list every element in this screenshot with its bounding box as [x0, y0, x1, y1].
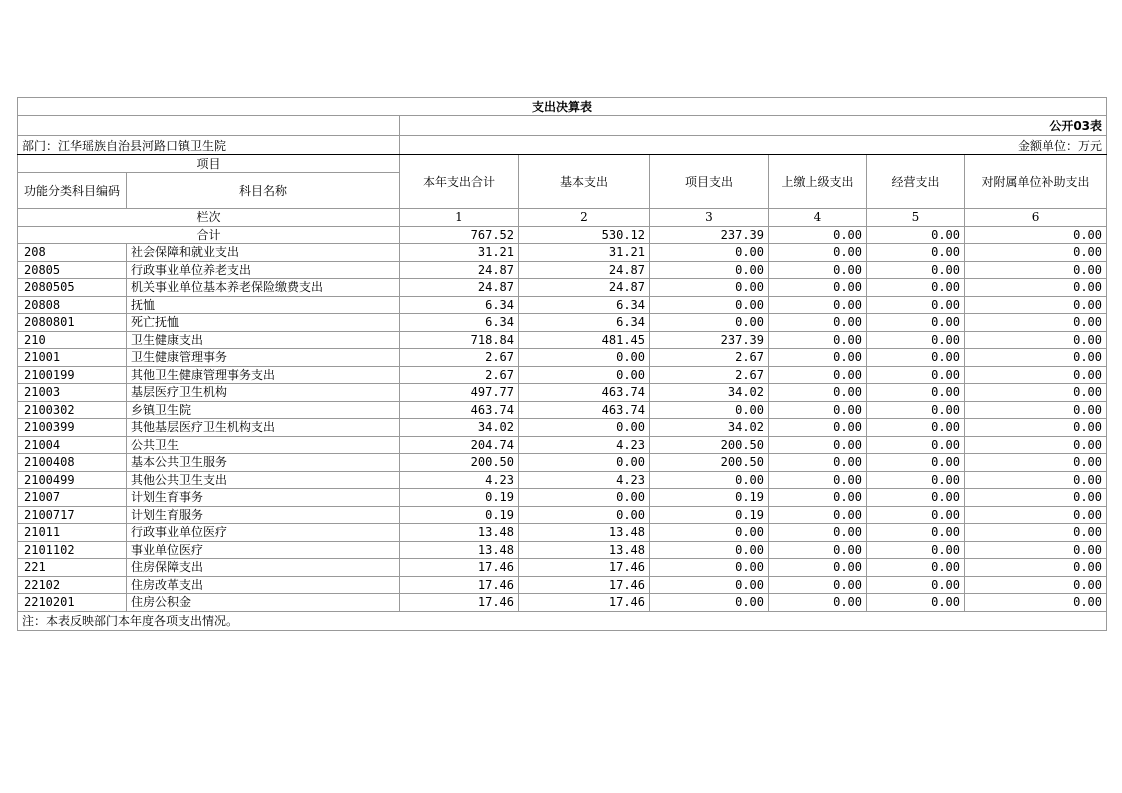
row-subject-name: 社会保障和就业支出 [127, 244, 400, 262]
row-project: 200.50 [650, 454, 769, 472]
table-code: 公开03表 [400, 116, 1107, 136]
row-operating: 0.00 [867, 524, 965, 542]
total-project: 237.39 [650, 226, 769, 244]
total-label: 合计 [18, 226, 400, 244]
row-project: 0.00 [650, 594, 769, 612]
row-total: 13.48 [400, 541, 519, 559]
row-subject-name: 事业单位医疗 [127, 541, 400, 559]
row-project: 0.00 [650, 559, 769, 577]
row-subject-name: 基层医疗卫生机构 [127, 384, 400, 402]
row-basic: 0.00 [519, 366, 650, 384]
row-operating: 0.00 [867, 454, 965, 472]
row-total: 24.87 [400, 279, 519, 297]
row-upper: 0.00 [769, 366, 867, 384]
table-row [18, 454, 1107, 472]
row-subsidy: 0.00 [965, 419, 1107, 437]
unit-label: 金额单位：万元 [400, 136, 1107, 155]
row-subject-name: 其他基层医疗卫生机构支出 [127, 419, 400, 437]
row-operating: 0.00 [867, 349, 965, 367]
row-upper: 0.00 [769, 331, 867, 349]
row-operating: 0.00 [867, 331, 965, 349]
row-subject-name: 住房保障支出 [127, 559, 400, 577]
row-operating: 0.00 [867, 261, 965, 279]
row-subsidy: 0.00 [965, 279, 1107, 297]
total-upper: 0.00 [769, 226, 867, 244]
row-total: 17.46 [400, 559, 519, 577]
row-upper: 0.00 [769, 576, 867, 594]
row-upper: 0.00 [769, 524, 867, 542]
table-title: 支出决算表 [18, 98, 1107, 116]
row-total: 24.87 [400, 261, 519, 279]
row-total: 463.74 [400, 401, 519, 419]
row-total: 17.46 [400, 594, 519, 612]
row-subject-name: 计划生育服务 [127, 506, 400, 524]
row-operating: 0.00 [867, 244, 965, 262]
header-total: 本年支出合计 [400, 155, 519, 209]
table-row [18, 401, 1107, 419]
row-subsidy: 0.00 [965, 524, 1107, 542]
expenditure-table [17, 97, 1107, 631]
row-total: 17.46 [400, 576, 519, 594]
table-row [18, 576, 1107, 594]
row-subsidy: 0.00 [965, 436, 1107, 454]
row-subject-name: 乡镇卫生院 [127, 401, 400, 419]
row-basic: 17.46 [519, 576, 650, 594]
row-code: 21003 [18, 384, 127, 402]
row-operating: 0.00 [867, 366, 965, 384]
row-subsidy: 0.00 [965, 314, 1107, 332]
row-code: 21007 [18, 489, 127, 507]
column-index-label: 栏次 [18, 209, 400, 227]
row-subject-name: 机关事业单位基本养老保险缴费支出 [127, 279, 400, 297]
row-subject-name: 抚恤 [127, 296, 400, 314]
table-row [18, 436, 1107, 454]
row-code: 210 [18, 331, 127, 349]
row-basic: 0.00 [519, 489, 650, 507]
row-subject-name: 公共卫生 [127, 436, 400, 454]
row-subject-name: 基本公共卫生服务 [127, 454, 400, 472]
row-total: 0.19 [400, 506, 519, 524]
table-row [18, 244, 1107, 262]
row-project: 0.00 [650, 471, 769, 489]
row-project: 200.50 [650, 436, 769, 454]
row-code: 21004 [18, 436, 127, 454]
row-upper: 0.00 [769, 401, 867, 419]
row-basic: 4.23 [519, 436, 650, 454]
row-subsidy: 0.00 [965, 594, 1107, 612]
row-project: 0.00 [650, 401, 769, 419]
row-subject-name: 卫生健康支出 [127, 331, 400, 349]
row-project: 0.00 [650, 524, 769, 542]
table-row [18, 594, 1107, 612]
row-project: 0.00 [650, 296, 769, 314]
row-basic: 0.00 [519, 419, 650, 437]
row-operating: 0.00 [867, 296, 965, 314]
row-code: 2100499 [18, 471, 127, 489]
row-basic: 6.34 [519, 314, 650, 332]
row-project: 0.00 [650, 314, 769, 332]
row-project: 34.02 [650, 419, 769, 437]
row-total: 34.02 [400, 419, 519, 437]
row-code: 21001 [18, 349, 127, 367]
row-code: 2080801 [18, 314, 127, 332]
header-subject-name: 科目名称 [127, 173, 400, 209]
row-upper: 0.00 [769, 296, 867, 314]
row-upper: 0.00 [769, 314, 867, 332]
row-upper: 0.00 [769, 454, 867, 472]
row-subsidy: 0.00 [965, 366, 1107, 384]
row-subject-name: 其他卫生健康管理事务支出 [127, 366, 400, 384]
column-index-6: 6 [965, 209, 1107, 227]
total-row [18, 226, 1107, 244]
table-row [18, 314, 1107, 332]
row-basic: 481.45 [519, 331, 650, 349]
row-code: 221 [18, 559, 127, 577]
header-operating: 经营支出 [867, 155, 965, 209]
total-total: 767.52 [400, 226, 519, 244]
row-project: 0.00 [650, 279, 769, 297]
row-code: 20805 [18, 261, 127, 279]
table-row [18, 541, 1107, 559]
row-basic: 0.00 [519, 349, 650, 367]
row-total: 204.74 [400, 436, 519, 454]
row-upper: 0.00 [769, 506, 867, 524]
row-basic: 31.21 [519, 244, 650, 262]
row-project: 0.00 [650, 261, 769, 279]
row-total: 6.34 [400, 314, 519, 332]
row-subsidy: 0.00 [965, 384, 1107, 402]
row-operating: 0.00 [867, 489, 965, 507]
row-basic: 463.74 [519, 384, 650, 402]
header-func-code: 功能分类科目编码 [18, 173, 127, 209]
row-code: 21011 [18, 524, 127, 542]
row-total: 31.21 [400, 244, 519, 262]
row-upper: 0.00 [769, 279, 867, 297]
row-subject-name: 卫生健康管理事务 [127, 349, 400, 367]
table-row [18, 349, 1107, 367]
row-basic: 13.48 [519, 541, 650, 559]
row-subject-name: 行政事业单位医疗 [127, 524, 400, 542]
table-row [18, 506, 1107, 524]
header-subsidy: 对附属单位补助支出 [965, 155, 1107, 209]
row-subject-name: 死亡抚恤 [127, 314, 400, 332]
row-basic: 24.87 [519, 279, 650, 297]
row-subsidy: 0.00 [965, 331, 1107, 349]
row-code: 22102 [18, 576, 127, 594]
row-upper: 0.00 [769, 261, 867, 279]
table-row [18, 471, 1107, 489]
row-total: 2.67 [400, 349, 519, 367]
row-basic: 4.23 [519, 471, 650, 489]
table-row [18, 559, 1107, 577]
row-upper: 0.00 [769, 349, 867, 367]
row-subsidy: 0.00 [965, 471, 1107, 489]
row-subject-name: 住房公积金 [127, 594, 400, 612]
row-code: 2100199 [18, 366, 127, 384]
row-operating: 0.00 [867, 436, 965, 454]
row-basic: 13.48 [519, 524, 650, 542]
row-operating: 0.00 [867, 594, 965, 612]
row-operating: 0.00 [867, 541, 965, 559]
row-subsidy: 0.00 [965, 261, 1107, 279]
row-total: 6.34 [400, 296, 519, 314]
table-row [18, 524, 1107, 542]
row-project: 2.67 [650, 349, 769, 367]
row-project: 34.02 [650, 384, 769, 402]
header-upper: 上缴上级支出 [769, 155, 867, 209]
row-basic: 6.34 [519, 296, 650, 314]
row-subject-name: 计划生育事务 [127, 489, 400, 507]
table-row [18, 279, 1107, 297]
row-operating: 0.00 [867, 314, 965, 332]
row-operating: 0.00 [867, 419, 965, 437]
row-code: 2100399 [18, 419, 127, 437]
row-project: 2.67 [650, 366, 769, 384]
row-project: 0.19 [650, 489, 769, 507]
table-row [18, 419, 1107, 437]
row-operating: 0.00 [867, 471, 965, 489]
row-subsidy: 0.00 [965, 349, 1107, 367]
row-code: 20808 [18, 296, 127, 314]
header-project-expense: 项目支出 [650, 155, 769, 209]
row-project: 0.00 [650, 576, 769, 594]
row-operating: 0.00 [867, 384, 965, 402]
row-total: 4.23 [400, 471, 519, 489]
row-upper: 0.00 [769, 594, 867, 612]
table-row [18, 489, 1107, 507]
row-subsidy: 0.00 [965, 559, 1107, 577]
row-project: 0.00 [650, 541, 769, 559]
row-upper: 0.00 [769, 419, 867, 437]
total-basic: 530.12 [519, 226, 650, 244]
row-operating: 0.00 [867, 279, 965, 297]
row-project: 237.39 [650, 331, 769, 349]
row-total: 497.77 [400, 384, 519, 402]
column-index-3: 3 [650, 209, 769, 227]
row-basic: 0.00 [519, 506, 650, 524]
table-row [18, 261, 1107, 279]
column-index-5: 5 [867, 209, 965, 227]
column-index-4: 4 [769, 209, 867, 227]
row-upper: 0.00 [769, 436, 867, 454]
row-operating: 0.00 [867, 506, 965, 524]
row-subsidy: 0.00 [965, 244, 1107, 262]
row-upper: 0.00 [769, 559, 867, 577]
row-upper: 0.00 [769, 541, 867, 559]
row-project: 0.00 [650, 244, 769, 262]
row-upper: 0.00 [769, 384, 867, 402]
row-total: 13.48 [400, 524, 519, 542]
row-upper: 0.00 [769, 489, 867, 507]
row-subsidy: 0.00 [965, 296, 1107, 314]
row-code: 2080505 [18, 279, 127, 297]
row-code: 2101102 [18, 541, 127, 559]
row-subject-name: 住房改革支出 [127, 576, 400, 594]
table-row [18, 366, 1107, 384]
row-subsidy: 0.00 [965, 489, 1107, 507]
row-basic: 17.46 [519, 594, 650, 612]
row-operating: 0.00 [867, 401, 965, 419]
row-total: 718.84 [400, 331, 519, 349]
table-note: 注：本表反映部门本年度各项支出情况。 [18, 611, 1107, 630]
row-subsidy: 0.00 [965, 576, 1107, 594]
header-project: 项目 [18, 155, 400, 173]
row-code: 2100717 [18, 506, 127, 524]
row-basic: 0.00 [519, 454, 650, 472]
row-upper: 0.00 [769, 244, 867, 262]
row-subsidy: 0.00 [965, 541, 1107, 559]
row-basic: 17.46 [519, 559, 650, 577]
row-total: 0.19 [400, 489, 519, 507]
total-operating: 0.00 [867, 226, 965, 244]
row-code: 2100408 [18, 454, 127, 472]
table-row [18, 384, 1107, 402]
row-total: 2.67 [400, 366, 519, 384]
column-index-1: 1 [400, 209, 519, 227]
column-index-2: 2 [519, 209, 650, 227]
row-total: 200.50 [400, 454, 519, 472]
table-row [18, 331, 1107, 349]
row-operating: 0.00 [867, 576, 965, 594]
row-operating: 0.00 [867, 559, 965, 577]
row-subsidy: 0.00 [965, 401, 1107, 419]
row-subsidy: 0.00 [965, 454, 1107, 472]
row-basic: 24.87 [519, 261, 650, 279]
row-code: 2210201 [18, 594, 127, 612]
header-basic: 基本支出 [519, 155, 650, 209]
report-sheet [17, 97, 1106, 631]
row-upper: 0.00 [769, 471, 867, 489]
row-basic: 463.74 [519, 401, 650, 419]
department-label: 部门：江华瑶族自治县河路口镇卫生院 [18, 136, 400, 155]
row-subject-name: 其他公共卫生支出 [127, 471, 400, 489]
row-subject-name: 行政事业单位养老支出 [127, 261, 400, 279]
row-code: 208 [18, 244, 127, 262]
table-row [18, 296, 1107, 314]
total-subsidy: 0.00 [965, 226, 1107, 244]
row-subsidy: 0.00 [965, 506, 1107, 524]
row-code: 2100302 [18, 401, 127, 419]
row-project: 0.19 [650, 506, 769, 524]
